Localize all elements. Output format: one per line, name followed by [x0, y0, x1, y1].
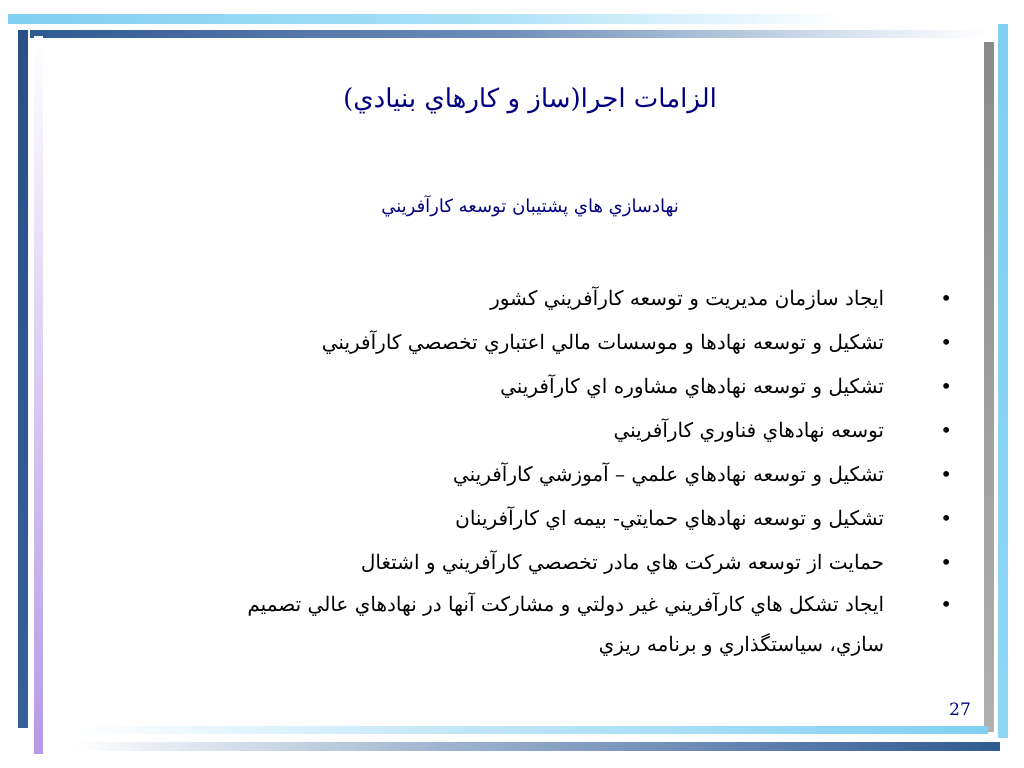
frame-right-light-bar — [998, 24, 1008, 738]
bullet-item — [240, 364, 960, 408]
bullet-text: توسعه نهادهاي فناوري كارآفريني — [613, 418, 884, 442]
frame-bottom-dark-bar — [70, 742, 1000, 751]
frame-top-light-bar — [8, 14, 848, 24]
bullet-dot-icon: • — [940, 374, 952, 398]
bullet-dot-icon: • — [940, 462, 952, 486]
bullet-item — [240, 320, 960, 364]
frame-left-dark-bar — [18, 30, 28, 728]
bullet-text: تشكيل و توسعه نهادهاي حمايتي- بيمه اي كارآفرينان — [455, 506, 884, 530]
bullet-dot-icon: • — [940, 330, 952, 354]
bullet-text: ايجاد تشكل هاي كارآفريني غير دولتي و مشاركت آنها در نهادهاي عالي تصميم سازي، سياستگذاري و برنامه ريزي — [247, 592, 884, 656]
bullet-text: تشكيل و توسعه نهادها و موسسات مالي اعتباري تخصصي كارآفريني — [321, 330, 884, 354]
bullet-dot-icon: • — [940, 286, 952, 310]
bullet-text: تشكيل و توسعه نهادهاي علمي – آموزشي كارآفريني — [452, 462, 884, 486]
bullet-dot-icon: • — [940, 592, 952, 616]
bullet-item — [240, 584, 960, 664]
frame-top-dark-bar — [30, 30, 990, 38]
page-number: 27 — [949, 700, 971, 720]
bullet-dot-icon: • — [940, 506, 952, 530]
bullet-item — [240, 452, 960, 496]
bullet-text: ايجاد سازمان مديريت و توسعه كارآفريني كشور — [490, 286, 884, 310]
bullet-dot-icon: • — [940, 418, 952, 442]
frame-right-gray-bar — [984, 42, 994, 732]
bullet-item — [240, 540, 960, 584]
bullet-item — [240, 496, 960, 540]
bullet-text: تشكيل و توسعه نهادهاي مشاوره اي كارآفريني — [500, 374, 884, 398]
frame-bottom-light-bar — [70, 726, 988, 734]
bullet-item — [240, 276, 960, 320]
bullet-dot-icon: • — [940, 550, 952, 574]
bullet-list — [240, 276, 960, 664]
slide-subtitle: نهادسازي هاي پشتيبان توسعه كارآفريني — [381, 196, 679, 217]
bullet-text: حمايت از توسعه شركت هاي مادر تخصصي كارآفريني و اشتغال — [360, 550, 884, 574]
slide-title: الزامات اجرا(ساز و كارهاي بنيادي) — [343, 84, 717, 114]
frame-left-violet-bar — [34, 36, 43, 754]
bullet-item — [240, 408, 960, 452]
